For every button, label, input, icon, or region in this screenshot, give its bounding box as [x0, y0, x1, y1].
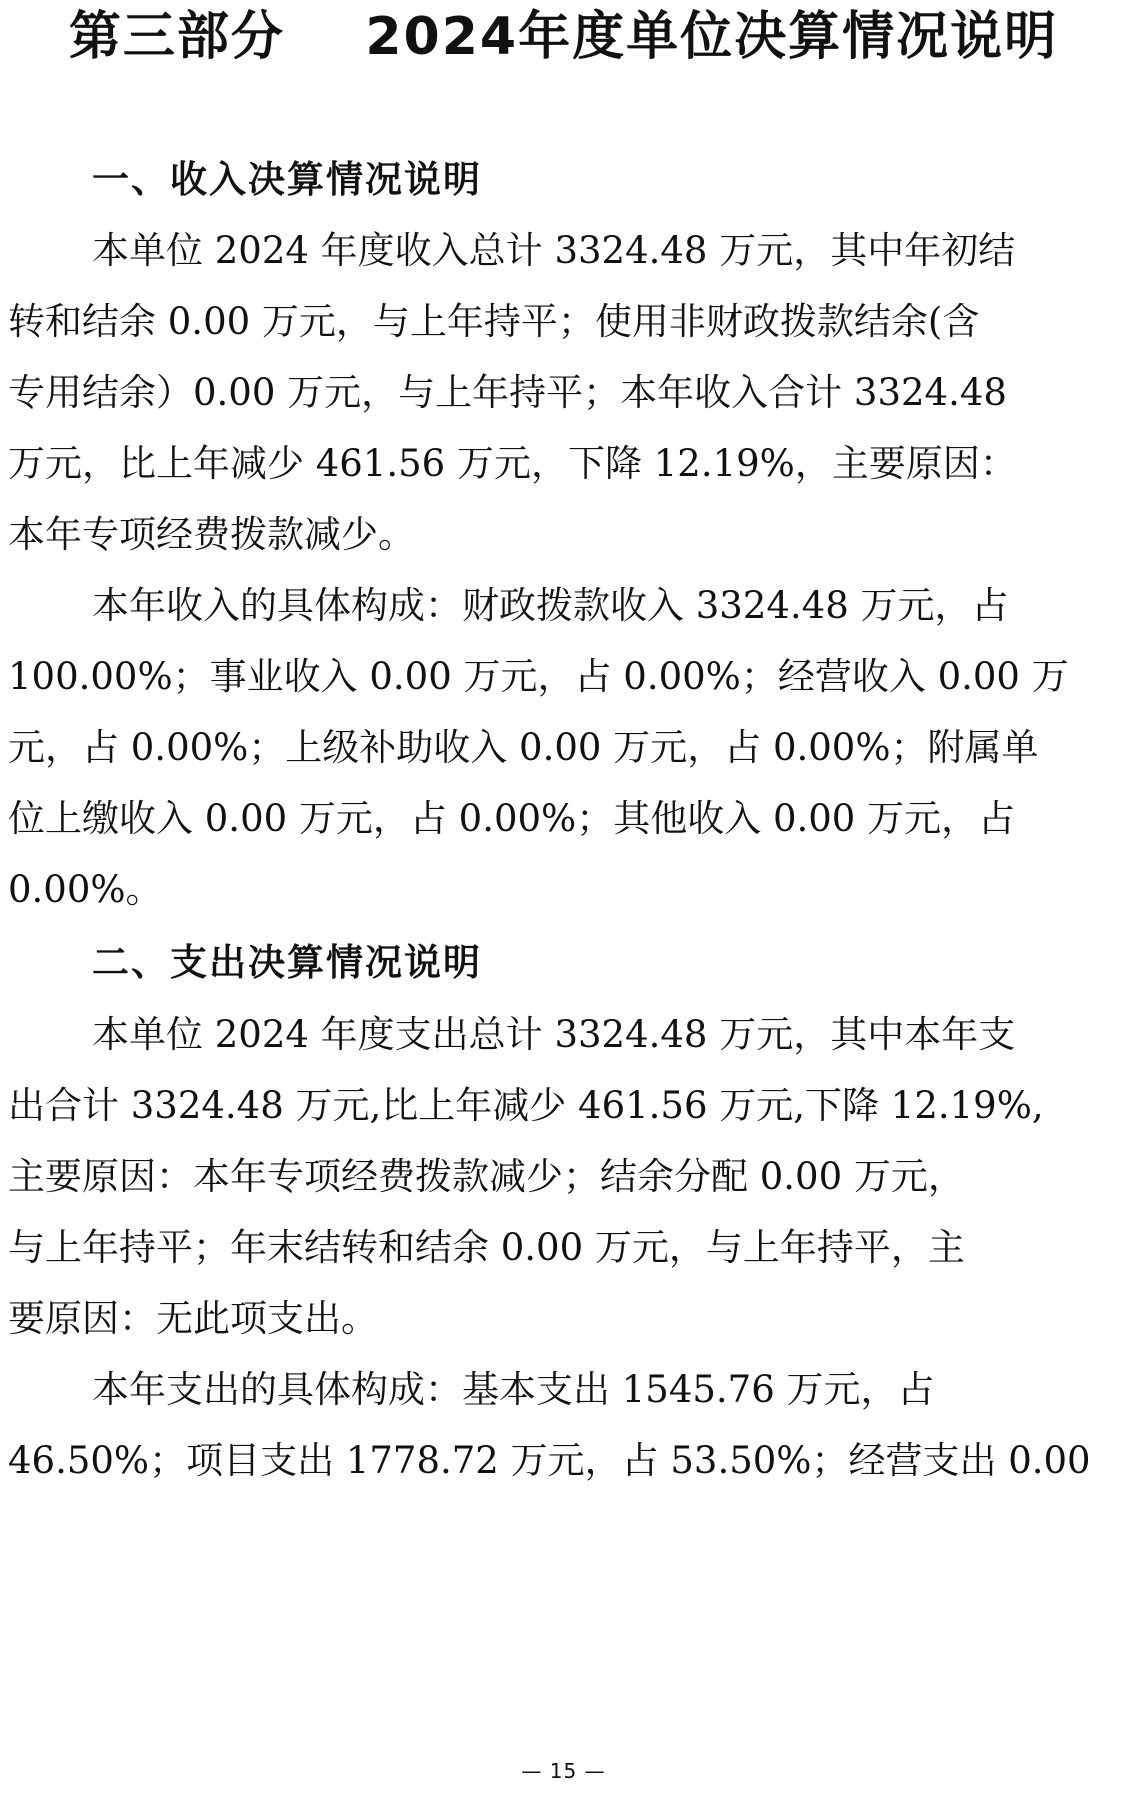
- paragraph-line: 本单位 2024 年度收入总计 3324.48 万元，其中年初结: [92, 229, 1016, 272]
- paragraph-line: 本单位 2024 年度支出总计 3324.48 万元，其中本年支: [92, 1013, 1016, 1056]
- section-heading-expenditure: 二、支出决算情况说明: [92, 941, 482, 984]
- paragraph-line: 本年收入的具体构成：财政拨款收入 3324.48 万元，占: [92, 584, 1009, 627]
- paragraph-line: 100.00%；事业收入 0.00 万元，占 0.00%；经营收入 0.00 万: [8, 655, 1069, 698]
- paragraph-line: 主要原因：本年专项经费拨款减少；结余分配 0.00 万元，: [8, 1155, 965, 1198]
- paragraph-line: 要原因：无此项支出。: [8, 1297, 378, 1340]
- paragraph-line: 万元，比上年减少 461.56 万元，下降 12.19%，主要原因：: [8, 442, 1017, 485]
- paragraph-line: 与上年持平；年末结转和结余 0.00 万元，与上年持平，主: [8, 1226, 965, 1269]
- paragraph-line: 转和结余 0.00 万元，与上年持平；使用非财政拨款结余(含: [8, 300, 980, 343]
- page-title: 第三部分 2024年度单位决算情况说明: [68, 7, 1059, 67]
- paragraph-line: 0.00%。: [8, 868, 163, 911]
- section-heading-income: 一、收入决算情况说明: [92, 158, 482, 201]
- paragraph-line: 元，占 0.00%；上级补助收入 0.00 万元，占 0.00%；附属单: [8, 726, 1039, 769]
- paragraph-line: 位上缴收入 0.00 万元，占 0.00%；其他收入 0.00 万元，占: [8, 797, 1016, 840]
- paragraph-line: 46.50%；项目支出 1778.72 万元，占 53.50%；经营支出 0.00: [8, 1439, 1091, 1482]
- page-number: — 15 —: [521, 1759, 606, 1783]
- paragraph-line: 本年专项经费拨款减少。: [8, 513, 415, 556]
- paragraph-line: 专用结余）0.00 万元，与上年持平；本年收入合计 3324.48: [8, 371, 1007, 414]
- paragraph-line: 本年支出的具体构成：基本支出 1545.76 万元，占: [92, 1368, 935, 1411]
- paragraph-line: 出合计 3324.48 万元,比上年减少 461.56 万元,下降 12.19%,: [8, 1084, 1044, 1127]
